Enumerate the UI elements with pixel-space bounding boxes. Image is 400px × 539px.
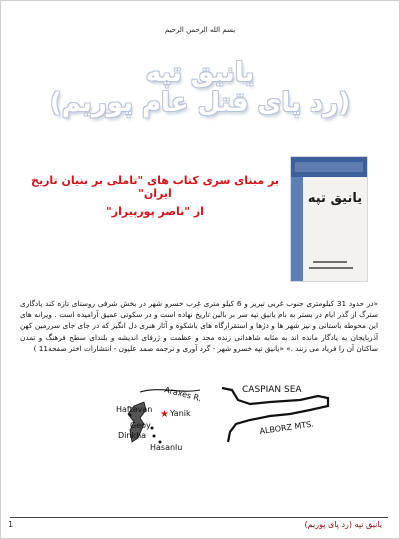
- region-map: [110, 380, 332, 454]
- footer-rule: [10, 517, 388, 518]
- book-cover-band: [291, 157, 367, 177]
- page-title: یانیق تپه: [145, 58, 255, 88]
- intro-series-line: بر مبنای سری کتاب های "تاملی بر بنیان تاریخ ایران": [31, 174, 279, 200]
- book-cover-translator-line: [309, 267, 353, 269]
- footer-title: یانیق تپه (رد پای پوریم): [304, 520, 382, 529]
- label-dinkha: Dinkha: [118, 431, 147, 440]
- site-dinkha-marker: [153, 435, 156, 438]
- label-hasanlu: Hasanlu: [150, 443, 183, 452]
- label-araxes: Araxes R.: [163, 385, 203, 404]
- page-number: 1: [8, 520, 14, 529]
- bismillah: بسم الله الرحمن الرحیم: [164, 26, 236, 34]
- yanik-star-icon: ★: [160, 409, 169, 420]
- book-cover-title: یانیق تپه: [307, 191, 363, 206]
- site-geoy-marker: [151, 427, 154, 430]
- label-alborz: ALBORZ MTS.: [259, 419, 315, 436]
- label-geoy: Geoy: [130, 421, 151, 430]
- intro-author-line: از "ناصر پورپیرار": [106, 205, 204, 218]
- book-cover-stripe: [291, 177, 303, 281]
- book-cover-author-line: [313, 261, 347, 263]
- book-cover-image: [290, 156, 368, 282]
- label-caspian: CASPIAN SEA: [242, 385, 302, 395]
- label-yanik: Yanik: [170, 409, 191, 418]
- page-subtitle: (رد پای قتل عام پوریم): [49, 88, 351, 118]
- label-haftavan: Haftavan: [116, 405, 153, 414]
- quote-paragraph: «در حدود 31 کیلومتری جنوب غربی تبریز و 6 کیلو متری غرب خسرو شهر در بخش شرقی روستای تازه کند یادگاری سترگ از گذر ایام در بستر به نام یانیق تپه سر بر بالین تاریخ نهاده است و در سکوتی عمیق آرامیده است . ویرانه های این محوطه باستانی و نیز شهر ها و دژها و استقرارگاه های باشکوه و آثار هنری دل انگیز که در جای جای سرزمین کهن آذربایجان به یادگار مانده اند به مثابه شاهدانی زنده مجد و عظمت و ژرفای اندیشه و بلندای سطح فرهنگ و تمدن ساکنان آن را فریاد می زنند .» «یانیق تپه خسرو شهر - گرد آوری و ترجمه صمد علیون - انتشارات اختر صفحه11 ): [20, 299, 378, 353]
